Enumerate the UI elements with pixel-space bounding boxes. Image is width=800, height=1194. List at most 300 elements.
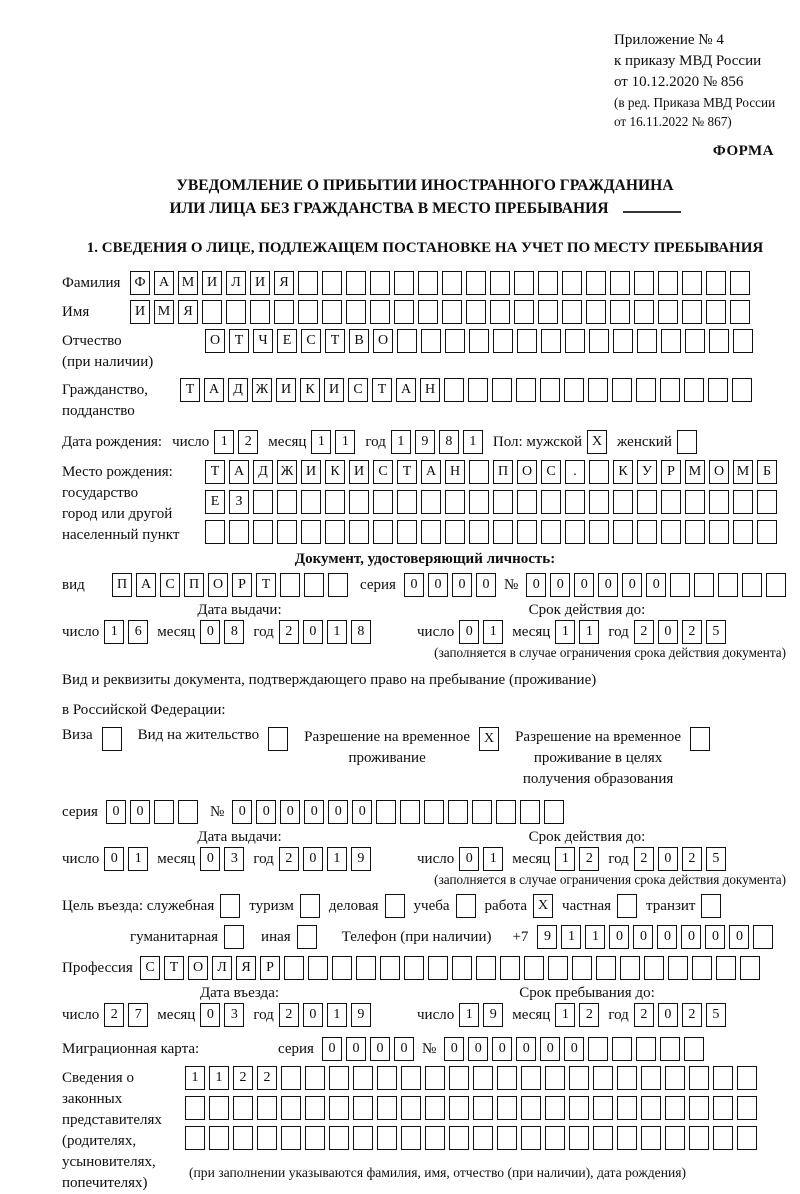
char-box[interactable]: Н xyxy=(445,460,465,484)
char-box[interactable] xyxy=(209,1126,229,1150)
char-box[interactable] xyxy=(565,520,585,544)
char-box[interactable]: 1 xyxy=(463,430,483,454)
char-box[interactable]: 0 xyxy=(476,573,496,597)
char-box[interactable]: Ж xyxy=(252,378,272,402)
char-box[interactable] xyxy=(466,271,486,295)
char-box[interactable]: 1 xyxy=(579,620,599,644)
char-box[interactable] xyxy=(737,1066,757,1090)
char-box[interactable]: А xyxy=(396,378,416,402)
char-box[interactable] xyxy=(349,520,369,544)
char-box[interactable] xyxy=(496,800,516,824)
char-box[interactable] xyxy=(305,1066,325,1090)
char-box[interactable] xyxy=(701,894,721,918)
char-box[interactable]: 0 xyxy=(232,800,252,824)
char-box[interactable] xyxy=(682,271,702,295)
char-box[interactable] xyxy=(476,956,496,980)
char-box[interactable] xyxy=(588,378,608,402)
char-box[interactable] xyxy=(541,329,561,353)
char-box[interactable]: А xyxy=(229,460,249,484)
char-box[interactable]: И xyxy=(130,300,150,324)
char-box[interactable]: 0 xyxy=(304,800,324,824)
char-box[interactable] xyxy=(428,956,448,980)
char-box[interactable] xyxy=(277,520,297,544)
char-box[interactable] xyxy=(205,520,225,544)
char-box[interactable] xyxy=(226,300,246,324)
char-box[interactable] xyxy=(418,271,438,295)
char-box[interactable] xyxy=(692,956,712,980)
char-box[interactable] xyxy=(689,1066,709,1090)
char-box[interactable]: 0 xyxy=(106,800,126,824)
char-box[interactable]: А xyxy=(154,271,174,295)
char-box[interactable]: Л xyxy=(226,271,246,295)
char-box[interactable]: М xyxy=(685,460,705,484)
char-box[interactable] xyxy=(586,271,606,295)
char-box[interactable] xyxy=(569,1096,589,1120)
char-box[interactable] xyxy=(593,1126,613,1150)
char-box[interactable]: 0 xyxy=(681,925,701,949)
char-box[interactable] xyxy=(445,329,465,353)
char-box[interactable] xyxy=(545,1126,565,1150)
char-box[interactable] xyxy=(572,956,592,980)
char-box[interactable]: 0 xyxy=(574,573,594,597)
char-box[interactable] xyxy=(658,300,678,324)
char-box[interactable]: 0 xyxy=(452,573,472,597)
char-box[interactable] xyxy=(233,1096,253,1120)
char-box[interactable] xyxy=(517,329,537,353)
char-box[interactable]: 9 xyxy=(351,1003,371,1027)
char-box[interactable]: 0 xyxy=(394,1037,414,1061)
char-box[interactable]: 0 xyxy=(598,573,618,597)
char-box[interactable] xyxy=(562,271,582,295)
char-box[interactable] xyxy=(178,800,198,824)
char-box[interactable] xyxy=(493,329,513,353)
char-box[interactable]: 0 xyxy=(564,1037,584,1061)
char-box[interactable] xyxy=(708,378,728,402)
char-box[interactable]: И xyxy=(324,378,344,402)
char-box[interactable]: С xyxy=(373,460,393,484)
char-box[interactable]: 1 xyxy=(209,1066,229,1090)
char-box[interactable] xyxy=(613,490,633,514)
char-box[interactable]: 0 xyxy=(130,800,150,824)
char-box[interactable]: 1 xyxy=(327,620,347,644)
char-box[interactable] xyxy=(677,430,697,454)
char-box[interactable]: 1 xyxy=(555,1003,575,1027)
char-box[interactable] xyxy=(661,520,681,544)
char-box[interactable] xyxy=(685,329,705,353)
char-box[interactable]: И xyxy=(202,271,222,295)
char-box[interactable]: 0 xyxy=(200,847,220,871)
char-box[interactable]: Т xyxy=(397,460,417,484)
char-box[interactable]: 2 xyxy=(238,430,258,454)
char-box[interactable] xyxy=(380,956,400,980)
char-box[interactable] xyxy=(229,520,249,544)
char-box[interactable]: 2 xyxy=(257,1066,277,1090)
char-box[interactable] xyxy=(709,329,729,353)
char-box[interactable] xyxy=(660,1037,680,1061)
char-box[interactable]: О xyxy=(373,329,393,353)
char-box[interactable]: 0 xyxy=(658,620,678,644)
char-box[interactable] xyxy=(425,1066,445,1090)
char-box[interactable] xyxy=(456,894,476,918)
char-box[interactable]: 8 xyxy=(439,430,459,454)
char-box[interactable]: 1 xyxy=(311,430,331,454)
char-box[interactable]: 2 xyxy=(682,1003,702,1027)
char-box[interactable] xyxy=(544,800,564,824)
char-box[interactable] xyxy=(257,1096,277,1120)
char-box[interactable] xyxy=(641,1066,661,1090)
char-box[interactable] xyxy=(224,925,244,949)
char-box[interactable] xyxy=(281,1126,301,1150)
char-box[interactable]: Т xyxy=(256,573,276,597)
char-box[interactable] xyxy=(284,956,304,980)
char-box[interactable] xyxy=(301,490,321,514)
char-box[interactable] xyxy=(353,1096,373,1120)
char-box[interactable] xyxy=(569,1066,589,1090)
char-box[interactable] xyxy=(617,894,637,918)
char-box[interactable] xyxy=(694,573,714,597)
char-box[interactable] xyxy=(564,378,584,402)
char-box[interactable] xyxy=(401,1126,421,1150)
char-box[interactable]: 1 xyxy=(335,430,355,454)
char-box[interactable]: X xyxy=(533,894,553,918)
char-box[interactable]: Б xyxy=(757,460,777,484)
char-box[interactable] xyxy=(202,300,222,324)
char-box[interactable] xyxy=(154,800,174,824)
char-box[interactable] xyxy=(401,1066,421,1090)
char-box[interactable] xyxy=(209,1096,229,1120)
char-box[interactable]: 0 xyxy=(404,573,424,597)
char-box[interactable]: П xyxy=(112,573,132,597)
char-box[interactable] xyxy=(377,1126,397,1150)
char-box[interactable]: 0 xyxy=(705,925,725,949)
char-box[interactable]: Т xyxy=(229,329,249,353)
char-box[interactable] xyxy=(516,378,536,402)
char-box[interactable] xyxy=(401,1096,421,1120)
char-box[interactable]: Т xyxy=(164,956,184,980)
char-box[interactable]: 2 xyxy=(104,1003,124,1027)
char-box[interactable]: 0 xyxy=(622,573,642,597)
char-box[interactable] xyxy=(665,1066,685,1090)
char-box[interactable]: О xyxy=(188,956,208,980)
char-box[interactable]: Р xyxy=(232,573,252,597)
char-box[interactable]: М xyxy=(154,300,174,324)
char-box[interactable] xyxy=(329,1096,349,1120)
char-box[interactable]: 0 xyxy=(658,1003,678,1027)
char-box[interactable]: 0 xyxy=(200,1003,220,1027)
char-box[interactable] xyxy=(689,1126,709,1150)
char-box[interactable] xyxy=(370,300,390,324)
char-box[interactable] xyxy=(589,520,609,544)
char-box[interactable] xyxy=(730,271,750,295)
char-box[interactable] xyxy=(690,727,710,751)
char-box[interactable]: 0 xyxy=(540,1037,560,1061)
char-box[interactable]: О xyxy=(205,329,225,353)
char-box[interactable] xyxy=(377,1066,397,1090)
char-box[interactable] xyxy=(733,329,753,353)
char-box[interactable]: 0 xyxy=(516,1037,536,1061)
char-box[interactable]: 5 xyxy=(706,847,726,871)
char-box[interactable] xyxy=(617,1126,637,1150)
char-box[interactable]: Е xyxy=(277,329,297,353)
char-box[interactable] xyxy=(644,956,664,980)
char-box[interactable]: 0 xyxy=(609,925,629,949)
char-box[interactable] xyxy=(709,520,729,544)
char-box[interactable]: 0 xyxy=(303,847,323,871)
char-box[interactable] xyxy=(425,1126,445,1150)
char-box[interactable]: К xyxy=(300,378,320,402)
char-box[interactable]: Т xyxy=(372,378,392,402)
char-box[interactable] xyxy=(538,271,558,295)
char-box[interactable] xyxy=(325,520,345,544)
char-box[interactable]: 2 xyxy=(233,1066,253,1090)
char-box[interactable] xyxy=(442,271,462,295)
char-box[interactable]: 8 xyxy=(224,620,244,644)
char-box[interactable]: О xyxy=(517,460,537,484)
char-box[interactable]: 0 xyxy=(657,925,677,949)
char-box[interactable]: А xyxy=(204,378,224,402)
char-box[interactable]: 1 xyxy=(185,1066,205,1090)
char-box[interactable]: 3 xyxy=(224,847,244,871)
char-box[interactable]: Н xyxy=(420,378,440,402)
char-box[interactable] xyxy=(548,956,568,980)
char-box[interactable]: У xyxy=(637,460,657,484)
char-box[interactable]: М xyxy=(733,460,753,484)
char-box[interactable]: X xyxy=(479,727,499,751)
char-box[interactable]: 0 xyxy=(428,573,448,597)
char-box[interactable]: И xyxy=(349,460,369,484)
char-box[interactable]: Ч xyxy=(253,329,273,353)
char-box[interactable]: 0 xyxy=(303,1003,323,1027)
char-box[interactable] xyxy=(268,727,288,751)
char-box[interactable] xyxy=(185,1096,205,1120)
char-box[interactable] xyxy=(233,1126,253,1150)
char-box[interactable] xyxy=(634,271,654,295)
char-box[interactable] xyxy=(617,1066,637,1090)
char-box[interactable] xyxy=(545,1066,565,1090)
char-box[interactable] xyxy=(665,1096,685,1120)
char-box[interactable] xyxy=(322,271,342,295)
char-box[interactable] xyxy=(517,490,537,514)
char-box[interactable] xyxy=(588,1037,608,1061)
char-box[interactable]: 0 xyxy=(526,573,546,597)
char-box[interactable] xyxy=(473,1066,493,1090)
char-box[interactable] xyxy=(385,894,405,918)
char-box[interactable]: 0 xyxy=(256,800,276,824)
char-box[interactable] xyxy=(490,300,510,324)
char-box[interactable]: 0 xyxy=(303,620,323,644)
char-box[interactable] xyxy=(757,490,777,514)
char-box[interactable] xyxy=(449,1126,469,1150)
char-box[interactable] xyxy=(305,1096,325,1120)
char-box[interactable] xyxy=(329,1126,349,1150)
char-box[interactable]: 7 xyxy=(128,1003,148,1027)
char-box[interactable]: С xyxy=(348,378,368,402)
char-box[interactable] xyxy=(452,956,472,980)
char-box[interactable] xyxy=(538,300,558,324)
char-box[interactable] xyxy=(297,925,317,949)
char-box[interactable] xyxy=(684,378,704,402)
char-box[interactable] xyxy=(521,1096,541,1120)
char-box[interactable] xyxy=(421,490,441,514)
char-box[interactable] xyxy=(753,925,773,949)
char-box[interactable] xyxy=(706,300,726,324)
char-box[interactable] xyxy=(185,1126,205,1150)
char-box[interactable] xyxy=(492,378,512,402)
char-box[interactable]: 5 xyxy=(706,1003,726,1027)
char-box[interactable]: 0 xyxy=(346,1037,366,1061)
char-box[interactable] xyxy=(397,520,417,544)
char-box[interactable] xyxy=(562,300,582,324)
char-box[interactable] xyxy=(610,300,630,324)
char-box[interactable]: А xyxy=(136,573,156,597)
char-box[interactable] xyxy=(329,1066,349,1090)
char-box[interactable] xyxy=(689,1096,709,1120)
char-box[interactable] xyxy=(766,573,786,597)
char-box[interactable] xyxy=(353,1066,373,1090)
char-box[interactable]: П xyxy=(184,573,204,597)
char-box[interactable] xyxy=(524,956,544,980)
char-box[interactable]: О xyxy=(208,573,228,597)
char-box[interactable] xyxy=(593,1066,613,1090)
char-box[interactable] xyxy=(400,800,420,824)
char-box[interactable]: 0 xyxy=(658,847,678,871)
char-box[interactable] xyxy=(322,300,342,324)
char-box[interactable] xyxy=(497,1066,517,1090)
char-box[interactable] xyxy=(737,1126,757,1150)
char-box[interactable] xyxy=(742,573,762,597)
char-box[interactable] xyxy=(545,1096,565,1120)
char-box[interactable] xyxy=(737,1096,757,1120)
char-box[interactable] xyxy=(514,271,534,295)
char-box[interactable] xyxy=(713,1066,733,1090)
char-box[interactable] xyxy=(685,520,705,544)
char-box[interactable] xyxy=(473,1096,493,1120)
char-box[interactable] xyxy=(500,956,520,980)
char-box[interactable]: 1 xyxy=(555,620,575,644)
char-box[interactable]: Р xyxy=(260,956,280,980)
char-box[interactable] xyxy=(541,490,561,514)
char-box[interactable] xyxy=(421,520,441,544)
char-box[interactable] xyxy=(540,378,560,402)
char-box[interactable] xyxy=(469,490,489,514)
char-box[interactable] xyxy=(732,378,752,402)
char-box[interactable]: О xyxy=(709,460,729,484)
char-box[interactable] xyxy=(685,490,705,514)
char-box[interactable] xyxy=(620,956,640,980)
char-box[interactable] xyxy=(472,800,492,824)
char-box[interactable]: 2 xyxy=(279,620,299,644)
char-box[interactable] xyxy=(301,520,321,544)
char-box[interactable] xyxy=(469,329,489,353)
char-box[interactable] xyxy=(718,573,738,597)
char-box[interactable]: 2 xyxy=(579,1003,599,1027)
char-box[interactable] xyxy=(445,520,465,544)
char-box[interactable] xyxy=(448,800,468,824)
char-box[interactable] xyxy=(661,490,681,514)
char-box[interactable] xyxy=(253,520,273,544)
char-box[interactable]: Ф xyxy=(130,271,150,295)
char-box[interactable]: 0 xyxy=(200,620,220,644)
char-box[interactable]: Д xyxy=(253,460,273,484)
char-box[interactable] xyxy=(418,300,438,324)
char-box[interactable] xyxy=(520,800,540,824)
char-box[interactable]: 0 xyxy=(328,800,348,824)
char-box[interactable]: Л xyxy=(212,956,232,980)
char-box[interactable]: 0 xyxy=(646,573,666,597)
char-box[interactable]: Я xyxy=(236,956,256,980)
char-box[interactable] xyxy=(521,1066,541,1090)
char-box[interactable] xyxy=(730,300,750,324)
char-box[interactable] xyxy=(253,490,273,514)
char-box[interactable] xyxy=(257,1126,277,1150)
char-box[interactable]: 0 xyxy=(729,925,749,949)
char-box[interactable]: С xyxy=(301,329,321,353)
char-box[interactable]: 0 xyxy=(633,925,653,949)
char-box[interactable]: Я xyxy=(178,300,198,324)
char-box[interactable] xyxy=(493,520,513,544)
char-box[interactable]: 1 xyxy=(483,620,503,644)
char-box[interactable] xyxy=(682,300,702,324)
char-box[interactable] xyxy=(424,800,444,824)
char-box[interactable]: 2 xyxy=(279,1003,299,1027)
char-box[interactable]: С xyxy=(541,460,561,484)
char-box[interactable]: 3 xyxy=(224,1003,244,1027)
char-box[interactable] xyxy=(353,1126,373,1150)
char-box[interactable] xyxy=(332,956,352,980)
char-box[interactable] xyxy=(298,271,318,295)
char-box[interactable]: Я xyxy=(274,271,294,295)
char-box[interactable] xyxy=(308,956,328,980)
char-box[interactable] xyxy=(102,727,122,751)
char-box[interactable]: 9 xyxy=(415,430,435,454)
char-box[interactable] xyxy=(665,1126,685,1150)
char-box[interactable]: 1 xyxy=(128,847,148,871)
char-box[interactable]: 0 xyxy=(370,1037,390,1061)
char-box[interactable] xyxy=(684,1037,704,1061)
char-box[interactable]: З xyxy=(229,490,249,514)
char-box[interactable]: Р xyxy=(661,460,681,484)
char-box[interactable]: Ж xyxy=(277,460,297,484)
char-box[interactable]: 0 xyxy=(280,800,300,824)
char-box[interactable]: К xyxy=(325,460,345,484)
char-box[interactable] xyxy=(444,378,464,402)
char-box[interactable]: 9 xyxy=(351,847,371,871)
char-box[interactable] xyxy=(404,956,424,980)
char-box[interactable] xyxy=(445,490,465,514)
char-box[interactable] xyxy=(617,1096,637,1120)
char-box[interactable] xyxy=(612,1037,632,1061)
char-box[interactable] xyxy=(670,573,690,597)
char-box[interactable]: И xyxy=(301,460,321,484)
char-box[interactable] xyxy=(442,300,462,324)
char-box[interactable] xyxy=(250,300,270,324)
char-box[interactable] xyxy=(220,894,240,918)
char-box[interactable]: 0 xyxy=(492,1037,512,1061)
char-box[interactable]: . xyxy=(565,460,585,484)
char-box[interactable] xyxy=(469,520,489,544)
char-box[interactable] xyxy=(613,329,633,353)
char-box[interactable] xyxy=(716,956,736,980)
char-box[interactable] xyxy=(733,520,753,544)
char-box[interactable]: Т xyxy=(205,460,225,484)
char-box[interactable] xyxy=(349,490,369,514)
char-box[interactable] xyxy=(612,378,632,402)
char-box[interactable] xyxy=(325,490,345,514)
char-box[interactable] xyxy=(468,378,488,402)
char-box[interactable] xyxy=(658,271,678,295)
char-box[interactable]: Т xyxy=(325,329,345,353)
char-box[interactable]: М xyxy=(178,271,198,295)
